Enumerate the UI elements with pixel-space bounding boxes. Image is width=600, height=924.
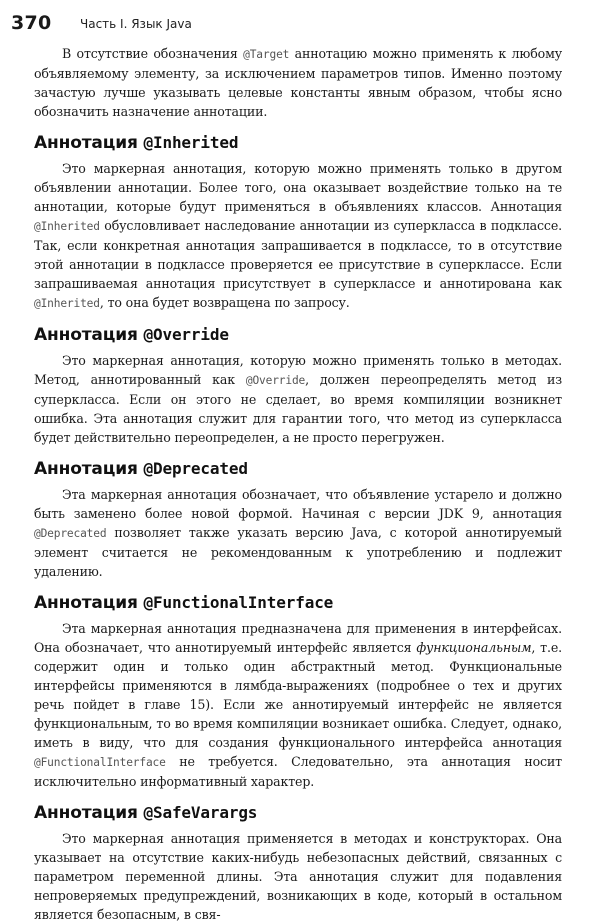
text-span: аннотацию можно применять к любому объявляемому элементу, за исключением параметров типов. Именно поэтому зачастую лучше указывать целевые константы явным образом, чтобы ясно обозначить назначение аннотации. bbox=[34, 46, 562, 119]
code-deprecated: @Deprecated bbox=[34, 527, 107, 540]
page-number: 370 bbox=[11, 12, 52, 34]
text-span: Эта маркерная аннотация предназначена для применения в интерфейсах. Она обозначает, что аннотируемый интерфейс является bbox=[34, 621, 562, 655]
section-heading-override bbox=[34, 323, 562, 347]
heading-code: @Inherited bbox=[143, 133, 239, 152]
inherited-paragraph bbox=[34, 159, 562, 313]
running-title: Часть I. Язык Java bbox=[80, 17, 192, 31]
heading-prefix: Аннотация bbox=[34, 325, 144, 345]
text-span: Это маркерная аннотация, которую можно применять только в методах. Метод, аннотированный как bbox=[34, 353, 562, 387]
code-override: @Override bbox=[245, 374, 306, 387]
code-inherited: @Inherited bbox=[34, 220, 100, 233]
section-heading-deprecated bbox=[34, 457, 562, 481]
heading-code: @Deprecated bbox=[143, 459, 248, 478]
page-content bbox=[34, 44, 562, 924]
text-span: Эта маркерная аннотация обозначает, что объявление устарело и должно быть заменено более новой формой. Начиная с версии JDK 9, аннотация bbox=[34, 487, 562, 521]
section-heading-functional-interface bbox=[34, 591, 562, 615]
code-target: @Target bbox=[243, 48, 290, 61]
text-span: , т.е. содержит один и только один абстрактный метод. Функциональные интерфейсы применяются в лямбда-выражениях (подробнее о тех и других речь пойдет в главе 15). Если же аннотируемый интерфейс не является функциональным, то во время компиляции возникает ошибка. Следует, однако, иметь в виду, что для создания функционального интерфейса аннотация bbox=[34, 640, 562, 750]
heading-code: @Override bbox=[143, 325, 229, 344]
text-span: Это маркерная аннотация, которую можно применять только в другом объявлении аннотации. Более того, она оказывает воздействие только на те аннотации, которые будут применяться в объявлениях классов. Аннотация bbox=[34, 161, 562, 214]
section-heading-inherited bbox=[34, 131, 562, 155]
page-header bbox=[0, 10, 600, 36]
deprecated-paragraph bbox=[34, 485, 562, 581]
text-span: не требуется. Следовательно, эта аннотация носит исключительно информативный характер. bbox=[34, 754, 562, 789]
text-span: позволяет также указать версию Java, с которой аннотируемый элемент считается не рекомендованным к употреблению и подлежит удалению. bbox=[34, 525, 562, 579]
heading-prefix: Аннотация bbox=[34, 459, 144, 479]
code-inherited: @Inherited bbox=[34, 297, 100, 310]
code-functional-interface: @FunctionalInterface bbox=[34, 756, 166, 769]
text-span: , то она будет возвращена по запросу. bbox=[99, 295, 350, 310]
safevarargs-paragraph bbox=[34, 829, 562, 924]
text-span: Это маркерная аннотация применяется в методах и конструкторах. Она указывает на отсутствие каких-нибудь небезопасных действий, связанных с параметром переменной длины. Эта аннотация служит для подавления непроверяемых предупреждений, возникающих в коде, который в остальном является безопасным, в свя- bbox=[34, 831, 562, 922]
text-span: , должен переопределять метод из суперкласса. Если он этого не сделает, во время компиляции возникнет ошибка. Эта аннотация служит для гарантии того, что метод из суперкласса будет действительно переопределен, а не просто перегружен. bbox=[34, 372, 562, 445]
functional-interface-paragraph bbox=[34, 619, 562, 791]
text-span: обусловливает наследование аннотации из суперкласса в подклассе. Так, если конкретная аннотация запрашивается в подклассе, то в отсутствие этой аннотации в подклассе проверяется ее присутствие в суперклассе. Если запрашиваемая аннотация присутствует в суперклассе и аннотирована как bbox=[34, 218, 562, 291]
heading-prefix: Аннотация bbox=[34, 133, 144, 153]
text-span: В отсутствие обозначения bbox=[62, 46, 244, 61]
emphasis-functional: функциональным bbox=[416, 640, 532, 655]
heading-code: @FunctionalInterface bbox=[143, 593, 334, 612]
intro-paragraph bbox=[34, 44, 562, 121]
heading-prefix: Аннотация bbox=[34, 593, 144, 613]
heading-prefix: Аннотация bbox=[34, 803, 144, 823]
override-paragraph bbox=[34, 351, 562, 447]
heading-code: @SafeVarargs bbox=[143, 803, 258, 822]
section-heading-safevarargs bbox=[34, 801, 562, 825]
